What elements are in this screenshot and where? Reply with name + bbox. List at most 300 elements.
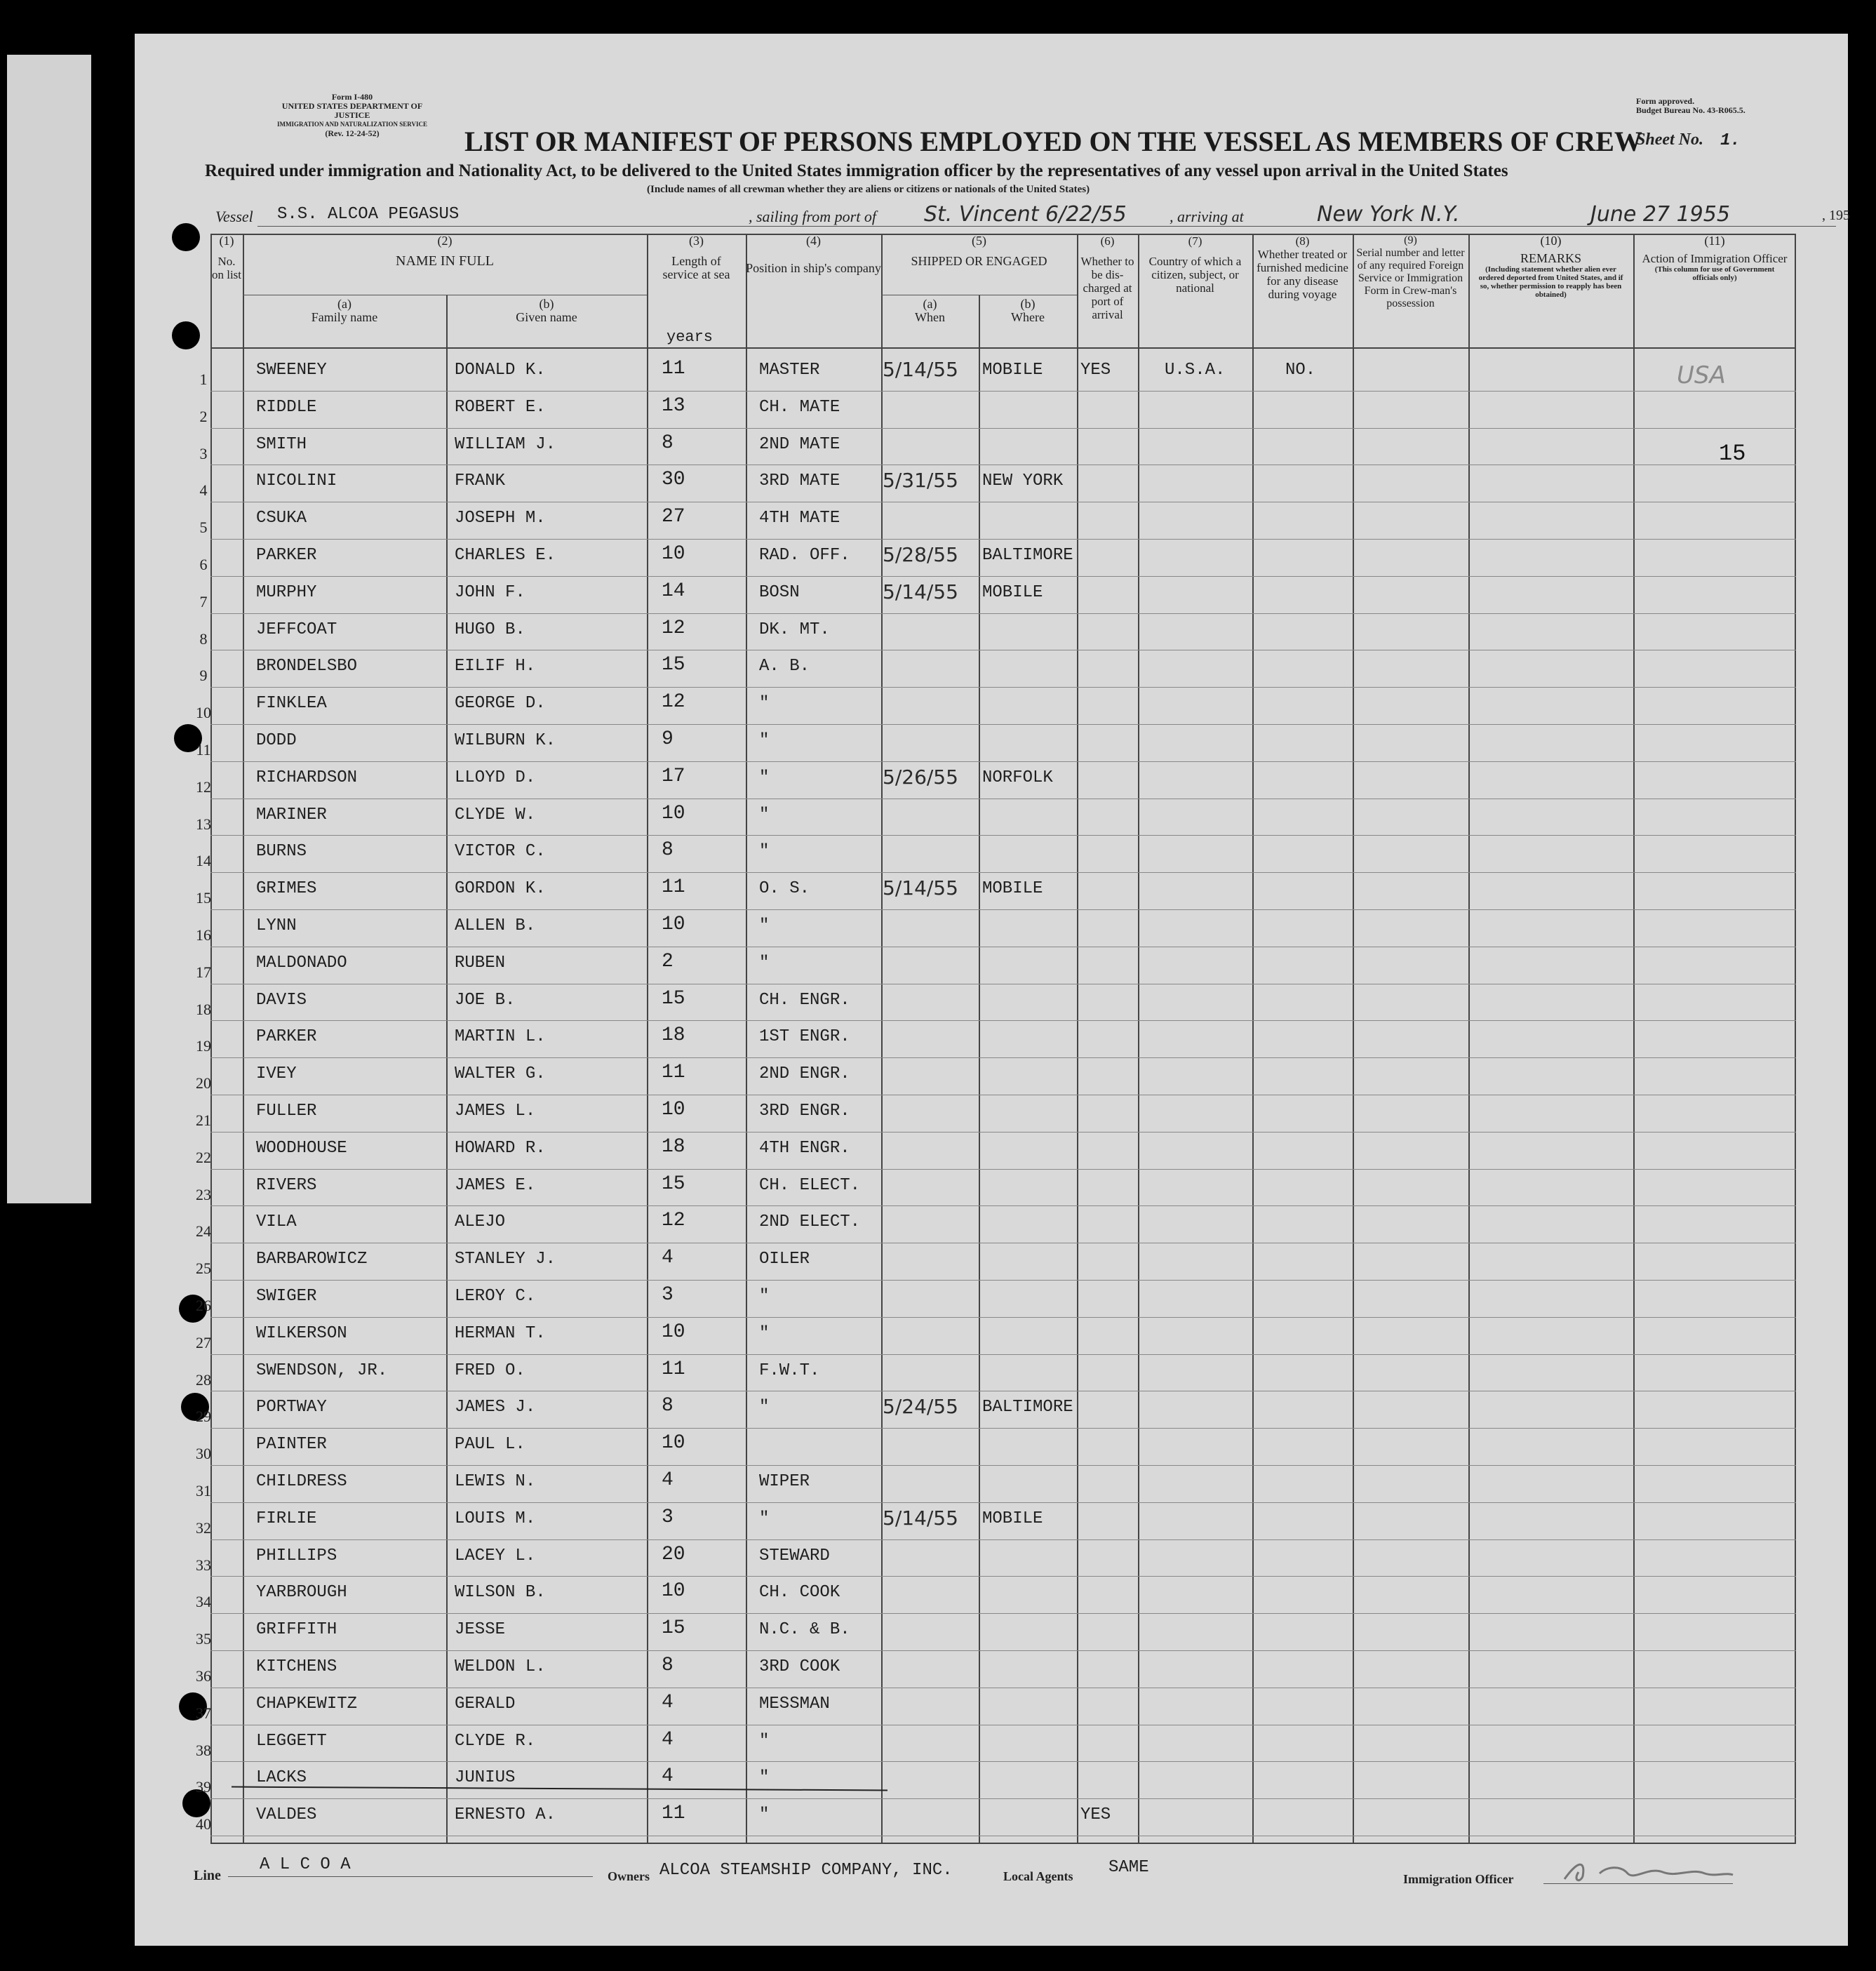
shipped-where-cell: NORFOLK <box>982 768 1053 787</box>
row-rule <box>210 1132 1796 1133</box>
family-name-cell: PAINTER <box>256 1435 327 1455</box>
row-number: 9 <box>199 667 208 685</box>
position-cell: " <box>759 805 770 824</box>
row-number: 19 <box>196 1037 211 1055</box>
given-name-cell: LEWIS N. <box>455 1472 536 1491</box>
family-name-cell: LACKS <box>256 1768 307 1788</box>
row-number: 22 <box>196 1148 211 1166</box>
given-name-cell: LOUIS M. <box>455 1509 536 1528</box>
row-number: 21 <box>196 1111 211 1129</box>
officer-signature <box>1557 1852 1740 1888</box>
given-name-cell: LACEY L. <box>455 1546 536 1565</box>
family-name-cell: WOODHOUSE <box>256 1138 347 1158</box>
col-divider <box>1468 234 1470 1844</box>
owners-label: Owners <box>608 1869 650 1883</box>
row-rule <box>210 576 1796 577</box>
row-number: 37 <box>196 1704 211 1722</box>
family-name-cell: LEGGETT <box>256 1731 327 1751</box>
usa-handwritten-mark: USA <box>1677 361 1726 389</box>
row-number: 38 <box>196 1741 211 1759</box>
years-cell: 11 <box>662 358 685 380</box>
given-name-cell: JAMES E. <box>455 1175 536 1195</box>
position-cell: CH. ELECT. <box>759 1175 861 1195</box>
col5a-number: (a) <box>923 297 937 311</box>
shipped-when-cell: 5/31/55 <box>883 469 958 493</box>
col7-label: Country of which a citizen, subject, or national <box>1148 255 1242 295</box>
line-value: A L C O A <box>260 1855 351 1874</box>
row-number: 2 <box>199 407 208 425</box>
header-bottom-line <box>210 347 1796 349</box>
given-name-cell: CLYDE W. <box>455 805 536 824</box>
given-name-cell: JAMES J. <box>455 1398 536 1417</box>
col8-number: (8) <box>1295 234 1310 248</box>
family-name-cell: DAVIS <box>256 990 307 1010</box>
row-rule <box>210 1057 1796 1058</box>
row-number: 40 <box>196 1815 211 1833</box>
officer-underline <box>1543 1883 1733 1884</box>
col6-header <box>1077 234 1138 321</box>
col-divider <box>446 295 448 1844</box>
years-cell: 10 <box>662 543 685 565</box>
years-cell: 3 <box>662 1284 674 1306</box>
shipped-where-cell: MOBILE <box>982 582 1043 602</box>
col11-note: (This column for use of Government officials only) <box>1654 265 1775 282</box>
given-name-cell: FRED O. <box>455 1361 525 1380</box>
years-cell: 3 <box>662 1506 674 1528</box>
col-divider <box>1138 234 1139 1844</box>
given-name-cell: DONALD K. <box>455 361 546 380</box>
years-unit: years <box>666 328 713 346</box>
row-number: 34 <box>196 1593 211 1611</box>
position-cell: MASTER <box>759 361 820 380</box>
given-name-cell: JOE B. <box>455 990 516 1010</box>
family-name-cell: BURNS <box>256 842 307 862</box>
row-number: 17 <box>196 963 211 981</box>
row-rule <box>210 1576 1796 1577</box>
given-name-cell: PAUL L. <box>455 1435 525 1455</box>
row-rule <box>210 391 1796 392</box>
given-name-cell: GORDON K. <box>455 879 546 899</box>
years-cell: 4 <box>662 1247 674 1269</box>
given-name-cell: ROBERT E. <box>455 397 546 417</box>
years-cell: 12 <box>662 1210 685 1232</box>
shipped-when-cell: 5/14/55 <box>883 876 958 900</box>
years-cell: 10 <box>662 1580 685 1603</box>
family-name-cell: BRONDELSBO <box>256 657 358 676</box>
given-name-cell: WELDON L. <box>455 1657 546 1676</box>
position-cell: 2ND MATE <box>759 434 840 454</box>
col2-number: (2) <box>437 234 453 248</box>
family-name-cell: KITCHENS <box>256 1657 337 1676</box>
row-rule <box>210 835 1796 836</box>
given-name-cell: ERNESTO A. <box>455 1805 556 1825</box>
family-name-cell: SWEENEY <box>256 361 327 380</box>
owners-value: ALCOA STEAMSHIP COMPANY, INC. <box>659 1861 953 1880</box>
family-name-cell: FULLER <box>256 1102 317 1121</box>
row-rule <box>210 613 1796 614</box>
years-cell: 10 <box>662 1099 685 1121</box>
years-cell: 15 <box>662 654 685 676</box>
col2a-label: Family name <box>311 310 378 324</box>
row-number: 33 <box>196 1556 211 1574</box>
row-number: 13 <box>196 815 211 833</box>
position-cell: DK. MT. <box>759 620 830 639</box>
row-number: 11 <box>196 741 211 759</box>
col4-header <box>746 234 881 275</box>
form-id-block <box>268 93 436 138</box>
years-cell: 30 <box>662 469 685 491</box>
position-cell: " <box>759 1323 770 1343</box>
vessel-label: Vessel <box>215 208 253 225</box>
discharged-cell: YES <box>1080 1805 1111 1825</box>
row-number: 18 <box>196 1000 211 1018</box>
revision: (Rev. 12-24-52) <box>325 128 380 138</box>
given-name-cell: VICTOR C. <box>455 842 546 862</box>
years-cell: 4 <box>662 1765 674 1788</box>
years-cell: 11 <box>662 1803 685 1825</box>
voyage-underline <box>257 226 1836 227</box>
position-cell: WIPER <box>759 1472 810 1491</box>
given-name-cell: JUNIUS <box>455 1768 516 1788</box>
row-rule <box>210 1502 1796 1503</box>
row-number: 35 <box>196 1630 211 1648</box>
given-name-cell: JESSE <box>455 1620 506 1640</box>
position-cell: " <box>759 916 770 935</box>
family-name-cell: CHILDRESS <box>256 1472 347 1491</box>
sailing-from: St. Vincent 6/22/55 <box>924 202 1127 227</box>
row-number: 15 <box>196 889 211 907</box>
col5a-header <box>881 298 979 324</box>
agents-value: SAME <box>1108 1858 1149 1877</box>
years-cell: 10 <box>662 802 685 824</box>
col11-label: Action of Immigration Officer <box>1642 252 1788 265</box>
row-rule <box>210 1020 1796 1021</box>
col5b-number: (b) <box>1020 297 1036 311</box>
row-rule <box>210 687 1796 688</box>
given-name-cell: LEROY C. <box>455 1287 536 1306</box>
agents-label: Local Agents <box>1003 1869 1073 1883</box>
years-cell: 10 <box>662 1321 685 1343</box>
position-cell: 3RD COOK <box>759 1657 840 1676</box>
years-cell: 18 <box>662 1024 685 1047</box>
col4-label: Position in ship's company <box>746 261 881 275</box>
years-cell: 8 <box>662 432 674 454</box>
position-cell: " <box>759 842 770 862</box>
position-cell: OILER <box>759 1250 810 1269</box>
family-name-cell: GRIMES <box>256 879 317 899</box>
family-name-cell: BARBAROWICZ <box>256 1250 368 1269</box>
sailing-label: , sailing from port of <box>749 208 876 225</box>
family-name-cell: DODD <box>256 731 297 750</box>
position-cell: CH. MATE <box>759 397 840 417</box>
family-name-cell: GRIFFITH <box>256 1620 337 1640</box>
col8-label: Whether treated or furnished medicine for any disease during voyage <box>1257 248 1348 301</box>
col-divider <box>1077 234 1078 1844</box>
col1-label: No. on list <box>211 255 242 281</box>
position-cell: " <box>759 694 770 714</box>
row-rule <box>210 1280 1796 1281</box>
given-name-cell: FRANK <box>455 472 506 491</box>
row-number: 3 <box>199 444 208 462</box>
given-name-cell: ALEJO <box>455 1212 506 1232</box>
film-strip-margin <box>7 55 91 1203</box>
col10-number: (10) <box>1540 234 1562 248</box>
position-cell: " <box>759 1398 770 1417</box>
years-cell: 4 <box>662 1728 674 1751</box>
col1-number: (1) <box>219 234 234 248</box>
years-cell: 15 <box>662 1172 685 1195</box>
position-cell: CH. COOK <box>759 1583 840 1603</box>
family-name-cell: SMITH <box>256 434 307 454</box>
position-cell: A. B. <box>759 657 810 676</box>
row-rule <box>210 724 1796 725</box>
col7-header <box>1138 234 1252 295</box>
row-number: 20 <box>196 1074 211 1093</box>
years-cell: 12 <box>662 691 685 714</box>
row-number: 14 <box>196 852 211 870</box>
discharged-cell: YES <box>1080 361 1111 380</box>
col4-number: (4) <box>806 234 821 248</box>
given-name-cell: RUBEN <box>455 953 506 973</box>
row-number: 7 <box>199 592 208 610</box>
years-cell: 14 <box>662 580 685 602</box>
col5b-header <box>979 298 1077 324</box>
row-number: 16 <box>196 926 211 944</box>
arriving-label: , arriving at <box>1170 208 1244 225</box>
given-name-cell: GERALD <box>455 1694 516 1713</box>
position-cell: 4TH MATE <box>759 509 840 528</box>
row-rule <box>210 1761 1796 1762</box>
col2a-header <box>243 298 446 324</box>
row-number: 26 <box>196 1297 211 1314</box>
row-number: 23 <box>196 1185 211 1203</box>
row-number: 10 <box>196 704 211 722</box>
family-name-cell: SWENDSON, JR. <box>256 1361 388 1380</box>
family-name-cell: PARKER <box>256 1027 317 1047</box>
years-cell: 11 <box>662 1062 685 1084</box>
agency-line2: IMMIGRATION AND NATURALIZATION SERVICE <box>277 121 427 128</box>
row-rule <box>210 1798 1796 1799</box>
col5b-label: Where <box>1011 310 1045 324</box>
given-name-cell: WILLIAM J. <box>455 434 556 454</box>
years-cell: 12 <box>662 617 685 639</box>
col5-header <box>881 234 1077 268</box>
position-cell: 1ST ENGR. <box>759 1027 850 1047</box>
row-rule <box>210 761 1796 762</box>
years-cell: 10 <box>662 1432 685 1455</box>
given-name-cell: WILBURN K. <box>455 731 556 750</box>
shipped-when-cell: 5/14/55 <box>883 1506 958 1530</box>
given-name-cell: HUGO B. <box>455 620 525 639</box>
years-cell: 8 <box>662 839 674 862</box>
family-name-cell: MALDONADO <box>256 953 347 973</box>
row-rule <box>210 1354 1796 1355</box>
col2-label: NAME IN FULL <box>396 253 494 269</box>
family-name-cell: JEFFCOAT <box>256 620 337 639</box>
col1-header <box>210 234 243 281</box>
row-number: 6 <box>199 556 208 573</box>
row-number: 24 <box>196 1222 211 1241</box>
shipped-when-cell: 5/28/55 <box>883 543 958 566</box>
years-cell: 11 <box>662 1358 685 1380</box>
col5a-label: When <box>915 310 945 324</box>
col10-note: (Including statement whether alien ever ordered deported from United States, and if so, whether permission to reapply has been obtained) <box>1478 265 1623 299</box>
row-rule <box>210 539 1796 540</box>
officer-label: Immigration Officer <box>1403 1872 1514 1886</box>
row-rule <box>210 1205 1796 1206</box>
years-cell: 4 <box>662 1469 674 1491</box>
family-name-cell: SWIGER <box>256 1287 317 1306</box>
position-cell: MESSMAN <box>759 1694 830 1713</box>
position-cell: 3RD ENGR. <box>759 1102 850 1121</box>
count-mark: 15 <box>1719 441 1746 467</box>
given-name-cell: JOSEPH M. <box>455 509 546 528</box>
voyage-line <box>215 202 1850 230</box>
arrival-date: June 27 1955 <box>1590 202 1730 227</box>
form-number: Form I-480 <box>331 92 373 102</box>
family-name-cell: RIDDLE <box>256 397 317 417</box>
sheet-label: Sheet No. <box>1636 131 1703 149</box>
row-rule <box>210 1613 1796 1614</box>
position-cell: F.W.T. <box>759 1361 820 1380</box>
col10-label: REMARKS <box>1520 251 1582 265</box>
col6-label: Whether to be dis-charged at port of arrival <box>1080 255 1134 321</box>
col2b-number: (b) <box>539 297 554 311</box>
row-number: 27 <box>196 1333 211 1351</box>
budget-number: Budget Bureau No. 43-R065.5. <box>1636 105 1746 115</box>
row-number: 32 <box>196 1518 211 1537</box>
family-name-cell: FINKLEA <box>256 694 327 714</box>
family-name-cell: NICOLINI <box>256 472 337 491</box>
given-name-cell: HERMAN T. <box>455 1323 546 1343</box>
row-number: 31 <box>196 1482 211 1499</box>
col3-header <box>647 234 746 281</box>
position-cell: N.C. & B. <box>759 1620 850 1640</box>
line-label: Line <box>194 1868 221 1883</box>
manifest-note: (Include names of all crewman whether they are aliens or citizens or nationals of the United States) <box>647 184 1090 195</box>
family-name-cell: VALDES <box>256 1805 317 1825</box>
position-cell: 3RD MATE <box>759 472 840 491</box>
family-name-cell: IVEY <box>256 1064 297 1084</box>
position-cell: CH. ENGR. <box>759 990 850 1010</box>
col-divider <box>979 295 980 1844</box>
line-underline <box>228 1876 593 1877</box>
row-rule <box>210 1169 1796 1170</box>
row-number: 30 <box>196 1445 211 1463</box>
years-cell: 15 <box>662 987 685 1010</box>
row-rule <box>210 1465 1796 1466</box>
years-cell: 8 <box>662 1395 674 1417</box>
position-cell: " <box>759 1768 770 1788</box>
years-cell: 15 <box>662 1617 685 1640</box>
family-name-cell: CHAPKEWITZ <box>256 1694 358 1713</box>
position-cell: 2ND ENGR. <box>759 1064 850 1084</box>
position-cell: " <box>759 1509 770 1528</box>
given-name-cell: EILIF H. <box>455 657 536 676</box>
col11-header <box>1633 234 1796 282</box>
row-rule <box>210 909 1796 910</box>
family-name-cell: PHILLIPS <box>256 1546 337 1565</box>
col11-number: (11) <box>1704 234 1725 248</box>
col10-header <box>1468 234 1633 299</box>
form-approved: Form approved. <box>1636 96 1695 106</box>
year-suffix: , 195 <box>1822 208 1850 223</box>
col-divider <box>647 234 648 1844</box>
family-name-cell: PARKER <box>256 546 317 565</box>
years-cell: 8 <box>662 1655 674 1676</box>
given-name-cell: JOHN F. <box>455 582 525 602</box>
row-rule <box>210 1317 1796 1318</box>
row-rule <box>210 1539 1796 1540</box>
position-cell: RAD. OFF. <box>759 546 850 565</box>
row-number: 36 <box>196 1667 211 1685</box>
punch-hole <box>172 223 200 251</box>
given-name-cell: STANLEY J. <box>455 1250 556 1269</box>
shipped-where-cell: NEW YORK <box>982 472 1064 491</box>
col9-header <box>1353 234 1468 310</box>
col-divider <box>1252 234 1254 1844</box>
country-cell: U.S.A. <box>1165 361 1226 380</box>
years-cell: 4 <box>662 1691 674 1713</box>
row-number: 8 <box>199 629 208 648</box>
position-cell: 4TH ENGR. <box>759 1138 850 1158</box>
col9-label: Serial number and letter of any required Foreign Service or Immigration Form in Crew-man's possession <box>1356 247 1465 309</box>
given-name-cell: CHARLES E. <box>455 546 556 565</box>
years-cell: 10 <box>662 914 685 935</box>
row-rule <box>210 428 1796 429</box>
position-cell: " <box>759 953 770 973</box>
family-name-cell: CSUKA <box>256 509 307 528</box>
family-name-cell: WILKERSON <box>256 1323 347 1343</box>
row-number: 4 <box>199 481 208 500</box>
shipped-where-cell: BALTIMORE <box>982 546 1073 565</box>
col3-number: (3) <box>689 234 704 248</box>
given-name-cell: WILSON B. <box>455 1583 546 1603</box>
shipped-where-cell: MOBILE <box>982 879 1043 899</box>
family-name-cell: RIVERS <box>256 1175 317 1195</box>
row-number: 12 <box>196 777 211 796</box>
shipped-where-cell: MOBILE <box>982 1509 1043 1528</box>
years-cell: 11 <box>662 876 685 899</box>
position-cell: " <box>759 731 770 750</box>
row-number: 29 <box>196 1408 211 1426</box>
years-cell: 18 <box>662 1135 685 1158</box>
years-cell: 20 <box>662 1543 685 1565</box>
years-cell: 17 <box>662 765 685 787</box>
manifest-subtitle: Required under immigration and Nationality Act, to be delivered to the United States immigration officer by the representatives of any vessel upon arrival in the United States <box>205 161 1508 180</box>
punch-hole <box>172 321 200 349</box>
years-cell: 13 <box>662 394 685 417</box>
family-name-cell: VILA <box>256 1212 297 1232</box>
position-cell: " <box>759 1805 770 1825</box>
medicine-cell: NO. <box>1285 361 1316 380</box>
col-divider <box>746 234 747 1844</box>
col5-label: SHIPPED OR ENGAGED <box>911 254 1047 268</box>
col2b-label: Given name <box>516 310 577 324</box>
col6-number: (6) <box>1100 234 1115 248</box>
given-name-cell: WALTER G. <box>455 1064 546 1084</box>
row-number: 39 <box>196 1778 211 1796</box>
manifest-title: LIST OR MANIFEST OF PERSONS EMPLOYED ON THE VESSEL AS MEMBERS OF CREW <box>464 126 1642 157</box>
col2-header <box>243 234 647 268</box>
family-name-cell: PORTWAY <box>256 1398 327 1417</box>
given-name-cell: CLYDE R. <box>455 1731 536 1751</box>
given-name-cell: MARTIN L. <box>455 1027 546 1047</box>
agency-line1: UNITED STATES DEPARTMENT OF JUSTICE <box>281 101 423 120</box>
family-name-cell: MURPHY <box>256 582 317 602</box>
approval-block <box>1636 97 1818 115</box>
position-cell: 2ND ELECT. <box>759 1212 861 1232</box>
